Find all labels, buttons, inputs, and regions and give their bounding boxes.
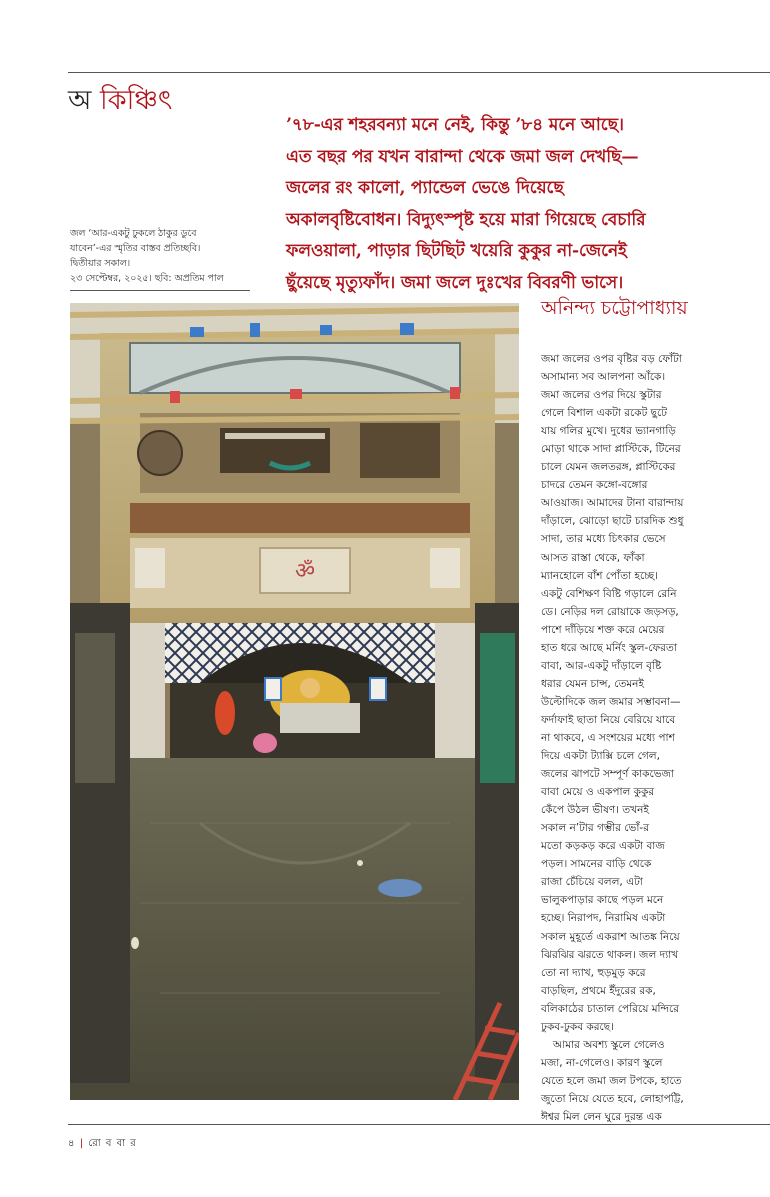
body-line: ধরার যেমন চান্স, তেমনই bbox=[541, 677, 644, 690]
svg-text:ॐ: ॐ bbox=[294, 559, 316, 584]
caption-line: জল ‘আর-একটু ঢুকলে ঠাকুর ডুবে bbox=[70, 228, 197, 239]
body-line: যেতে হলে জমা জল টপকে, হাতে bbox=[541, 1074, 682, 1087]
body-line: জমা জলের ওপর দিয়ে স্কুটার bbox=[541, 389, 662, 402]
body-line: আওয়াজ। আমাদের টানা বারান্দায় bbox=[541, 497, 684, 510]
body-line: ঝিরঝির ঝরতে থাকল। জল দ্যাখ bbox=[541, 948, 679, 961]
caption-line: যাবেন’-এর স্মৃতির বাস্তব প্রতিচ্ছবি। bbox=[70, 243, 201, 254]
body-line: ডে। নেড়ির দল রোয়াকে জড়সড়, bbox=[541, 605, 679, 618]
page-number: ৪ bbox=[68, 1138, 76, 1149]
page-footer bbox=[68, 1136, 137, 1153]
body-line: বলিকাঠের চাতাল পেরিয়ে মন্দিরে bbox=[541, 1002, 679, 1015]
body-line: চাদরে তেমন কঙ্গো-বঙ্গোর bbox=[541, 479, 648, 492]
body-line: তো না দ্যাখ, হুড়মুড় করে bbox=[541, 966, 646, 979]
body-line: উল্টোদিকে জল জমার সম্ভাবনা— bbox=[541, 695, 681, 708]
body-line: ফর্দাফাই ছাতা নিয়ে বেরিয়ে যাবে bbox=[541, 713, 676, 726]
bottom-rule bbox=[68, 1124, 770, 1125]
body-line: অসামান্য সব আলপনা আঁকে। bbox=[541, 371, 666, 384]
body-line: বাবা, আর-একটু দাঁড়ালে বৃষ্টি bbox=[541, 659, 662, 672]
top-rule bbox=[68, 72, 770, 73]
strapline-line: ছুঁয়েছে মৃত্যুফাঁদ। জমা জলে দুঃখের বিবরণী ভাসে। bbox=[286, 272, 624, 293]
caption-rule bbox=[70, 290, 250, 291]
body-line: আসত রাস্তা থেকে, ফাঁকা bbox=[541, 551, 645, 564]
body-line: জলের ঝাপটে সম্পূর্ণ কাকভেজা bbox=[541, 768, 674, 781]
body-line: সকাল ন’টার গম্ভীর ভোঁ-র bbox=[541, 822, 649, 835]
body-line: হচ্ছে। নিরাপদ, নিরামিষ একটা bbox=[541, 912, 666, 925]
body-line: মতো কড়কড় করে একটা বাজ bbox=[541, 840, 665, 853]
body-line: মজা, না-গেলেও। কারণ স্কুলে bbox=[541, 1056, 663, 1069]
body-line: ঈশ্বর মিল লেন ঘুরে দুরন্ত এক bbox=[541, 1110, 662, 1123]
photo-caption bbox=[70, 226, 270, 286]
section-heading bbox=[68, 84, 172, 118]
body-line: বাড়ছিল, প্রথমে ইঁদুরের রক, bbox=[541, 984, 656, 997]
body-line: মোড়া থাকে সাদা প্লাস্টিকে, টিনের bbox=[541, 443, 681, 456]
body-line: আমার অবশ্য স্কুলে গেলেও bbox=[553, 1038, 665, 1051]
body-line: সাদা, তার মধ্যে চিৎকার ভেসে bbox=[541, 533, 666, 546]
strapline-line: ’৭৮-এর শহরবন্যা মনে নেই, কিন্তু ’৮৪ মনে আছে। bbox=[286, 115, 624, 135]
body-line: দিয়ে একটা ট্যাক্সি চলে গেল, bbox=[541, 750, 660, 763]
strapline-line: এত বছর পর যখন বারান্দা থেকে জমা জল দেখছি— bbox=[286, 146, 639, 167]
author-byline: অনিন্দ্য চট্টোপাধ্যায় bbox=[541, 297, 688, 319]
body-line: ভালুকপাড়ার কাছে পড়ল মনে bbox=[541, 894, 664, 907]
article-body bbox=[541, 350, 731, 1126]
publication-name: রো ব বা র bbox=[88, 1138, 137, 1149]
body-line: ঢুকব-ঢুকব করছে। bbox=[541, 1020, 614, 1033]
strapline-line: জলের রং কালো, প্যান্ডেল ভেঙে দিয়েছে bbox=[286, 178, 564, 199]
body-line: জুতো নিয়ে যেতে হবে, লোহাপট্টি, bbox=[541, 1092, 684, 1105]
body-line: গেলে বিশাল একটা রকেট ছুটে bbox=[541, 407, 667, 420]
body-line: কেঁপে উঠল ভীষণ। তখনই bbox=[541, 804, 649, 817]
flooded-pandal-photo bbox=[70, 303, 519, 1100]
section-title: কিঞ্চিৎ bbox=[99, 85, 173, 116]
body-line: দাঁড়ালে, ঝোড়ো ছাটে চারদিক শুধু bbox=[541, 515, 684, 528]
body-line: একটু বেশিক্ষণ বিষ্টি গড়ালে রেনি bbox=[541, 587, 677, 600]
section-prefix: অ bbox=[68, 85, 92, 116]
body-line: না থাকবে, এ সংশয়ের মধ্যে পাশ bbox=[541, 731, 675, 744]
caption-line: দ্বিতীয়ার সকাল। bbox=[70, 258, 131, 269]
body-line: সকাল মুহূর্তে একরাশ আতঙ্ক নিয়ে bbox=[541, 930, 680, 943]
strapline bbox=[286, 110, 726, 300]
body-line: যায় গলির মুখে। দুধের ভ্যানগাড়ি bbox=[541, 425, 676, 438]
body-line: হাত ধরে আছে মর্নিং স্কুল-ফেরতা bbox=[541, 641, 677, 654]
strapline-line: ফলওয়ালা, পাড়ার ছিটছিট খয়েরি কুকুর না-জেনেই bbox=[286, 241, 627, 262]
body-line: পড়ল। সামনের বাড়ি থেকে bbox=[541, 858, 652, 871]
strapline-line: অকালবৃষ্টিবোধন। বিদ্যুৎস্পৃষ্ট হয়ে মারা গিয়েছে বেচারি bbox=[286, 209, 646, 230]
body-line: পাশে দাঁড়িয়ে শক্ত করে মেয়ের bbox=[541, 623, 665, 636]
footer-separator: | bbox=[79, 1138, 85, 1149]
caption-line: ২৩ সেপ্টেম্বর, ২০২৫। ছবি: অপ্রতিম পাল bbox=[70, 273, 224, 284]
body-line: বাবা মেয়ে ও একপাল কুকুর bbox=[541, 786, 655, 799]
body-line: রাজা চেঁচিয়ে বলল, এটা bbox=[541, 876, 643, 889]
body-line: ম্যানহোলে বাঁশ পোঁতা হচ্ছে। bbox=[541, 569, 658, 582]
body-line: চালে যেমন জলতরঙ্গ, প্লাস্টিকের bbox=[541, 461, 676, 474]
body-line: জমা জলের ওপর বৃষ্টির বড় ফোঁটা bbox=[541, 353, 682, 365]
